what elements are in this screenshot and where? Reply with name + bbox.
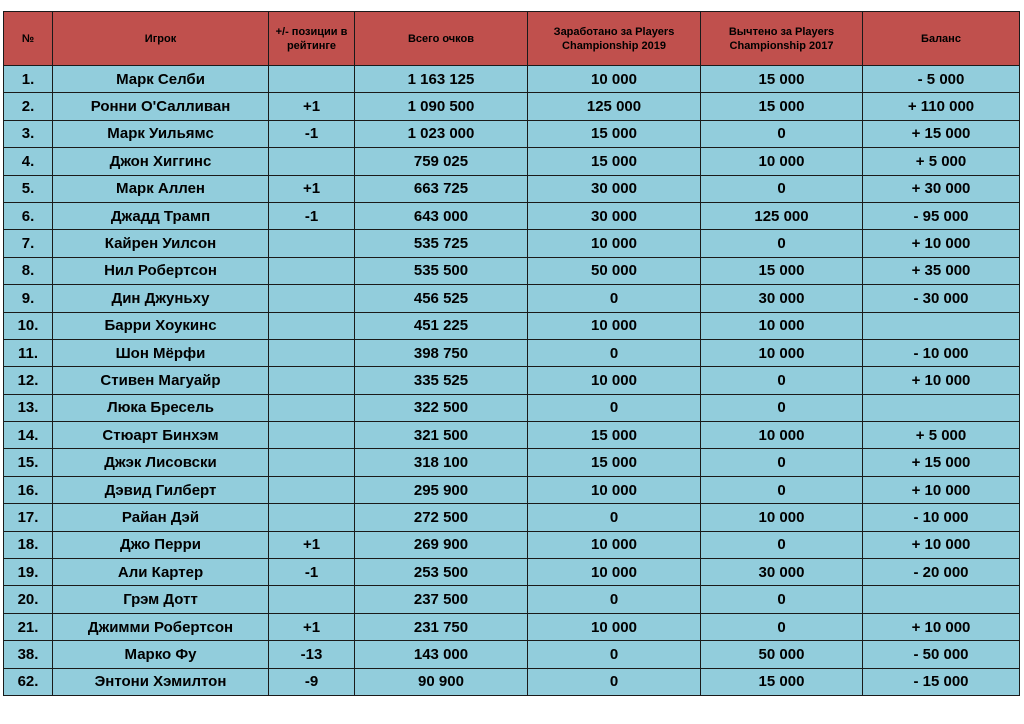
table-row (4, 394, 1020, 421)
table-row (4, 93, 1020, 120)
cell-player: Джимми Робертсон (53, 613, 269, 640)
cell-deducted-2017: 0 (701, 230, 863, 257)
cell-deducted-2017: 0 (701, 120, 863, 147)
header-total-points: Всего очков (355, 12, 528, 66)
cell-total-points: 322 500 (355, 394, 528, 421)
cell-deducted-2017: 10 000 (701, 148, 863, 175)
table-row (4, 148, 1020, 175)
cell-player: Нил Робертсон (53, 257, 269, 284)
cell-position-change (269, 367, 355, 394)
cell-earned-2019: 0 (528, 641, 701, 668)
cell-earned-2019: 10 000 (528, 230, 701, 257)
cell-position-change (269, 148, 355, 175)
cell-balance: + 10 000 (863, 613, 1020, 640)
cell-num: 62. (4, 668, 53, 695)
table-row (4, 449, 1020, 476)
cell-deducted-2017: 0 (701, 175, 863, 202)
cell-num: 20. (4, 586, 53, 613)
table-header (4, 12, 1020, 66)
cell-total-points: 451 225 (355, 312, 528, 339)
cell-player: Дин Джуньху (53, 285, 269, 312)
cell-earned-2019: 0 (528, 285, 701, 312)
cell-position-change (269, 394, 355, 421)
cell-balance: + 5 000 (863, 422, 1020, 449)
cell-balance: + 15 000 (863, 449, 1020, 476)
cell-num: 9. (4, 285, 53, 312)
table-row (4, 257, 1020, 284)
cell-balance: - 10 000 (863, 504, 1020, 531)
cell-earned-2019: 50 000 (528, 257, 701, 284)
table-body (4, 66, 1020, 696)
cell-balance (863, 312, 1020, 339)
cell-player: Кайрен Уилсон (53, 230, 269, 257)
cell-position-change (269, 230, 355, 257)
table-row (4, 476, 1020, 503)
cell-total-points: 759 025 (355, 148, 528, 175)
cell-earned-2019: 10 000 (528, 559, 701, 586)
cell-total-points: 321 500 (355, 422, 528, 449)
cell-num: 14. (4, 422, 53, 449)
cell-deducted-2017: 10 000 (701, 339, 863, 366)
cell-player: Джо Перри (53, 531, 269, 558)
table-row (4, 202, 1020, 229)
header-balance: Баланс (863, 12, 1020, 66)
cell-player: Ронни О'Салливан (53, 93, 269, 120)
table-row (4, 422, 1020, 449)
cell-num: 2. (4, 93, 53, 120)
cell-position-change (269, 339, 355, 366)
cell-deducted-2017: 0 (701, 367, 863, 394)
table-row (4, 175, 1020, 202)
cell-total-points: 269 900 (355, 531, 528, 558)
cell-balance: - 15 000 (863, 668, 1020, 695)
cell-total-points: 456 525 (355, 285, 528, 312)
cell-player: Стюарт Бинхэм (53, 422, 269, 449)
cell-position-change: +1 (269, 175, 355, 202)
cell-total-points: 1 090 500 (355, 93, 528, 120)
cell-position-change: +1 (269, 93, 355, 120)
cell-num: 13. (4, 394, 53, 421)
cell-num: 17. (4, 504, 53, 531)
cell-total-points: 90 900 (355, 668, 528, 695)
cell-balance: + 10 000 (863, 230, 1020, 257)
cell-num: 5. (4, 175, 53, 202)
cell-earned-2019: 0 (528, 586, 701, 613)
cell-total-points: 143 000 (355, 641, 528, 668)
cell-num: 18. (4, 531, 53, 558)
header-num: № (4, 12, 53, 66)
cell-deducted-2017: 15 000 (701, 668, 863, 695)
cell-num: 8. (4, 257, 53, 284)
table-row (4, 66, 1020, 93)
cell-earned-2019: 0 (528, 504, 701, 531)
cell-position-change (269, 586, 355, 613)
cell-num: 6. (4, 202, 53, 229)
table-row (4, 504, 1020, 531)
table-row (4, 641, 1020, 668)
cell-balance: + 110 000 (863, 93, 1020, 120)
cell-deducted-2017: 10 000 (701, 504, 863, 531)
cell-deducted-2017: 30 000 (701, 559, 863, 586)
cell-balance (863, 394, 1020, 421)
header-position-change: +/- позиции в рейтинге (269, 12, 355, 66)
cell-player: Стивен Магуайр (53, 367, 269, 394)
cell-position-change (269, 476, 355, 503)
cell-earned-2019: 125 000 (528, 93, 701, 120)
cell-earned-2019: 10 000 (528, 613, 701, 640)
cell-player: Райан Дэй (53, 504, 269, 531)
cell-total-points: 1 023 000 (355, 120, 528, 147)
cell-num: 7. (4, 230, 53, 257)
table-row (4, 668, 1020, 695)
cell-num: 10. (4, 312, 53, 339)
cell-balance: + 10 000 (863, 476, 1020, 503)
cell-balance: + 10 000 (863, 531, 1020, 558)
cell-balance: - 10 000 (863, 339, 1020, 366)
cell-total-points: 318 100 (355, 449, 528, 476)
cell-earned-2019: 15 000 (528, 148, 701, 175)
table-row (4, 120, 1020, 147)
cell-num: 11. (4, 339, 53, 366)
cell-num: 19. (4, 559, 53, 586)
cell-position-change: -9 (269, 668, 355, 695)
cell-earned-2019: 10 000 (528, 367, 701, 394)
cell-position-change (269, 285, 355, 312)
cell-position-change: -13 (269, 641, 355, 668)
cell-earned-2019: 15 000 (528, 449, 701, 476)
cell-player: Марко Фу (53, 641, 269, 668)
cell-earned-2019: 10 000 (528, 476, 701, 503)
cell-deducted-2017: 15 000 (701, 66, 863, 93)
cell-earned-2019: 30 000 (528, 175, 701, 202)
cell-player: Джэк Лисовски (53, 449, 269, 476)
table-row (4, 586, 1020, 613)
table-row (4, 312, 1020, 339)
cell-player: Дэвид Гилберт (53, 476, 269, 503)
cell-total-points: 1 163 125 (355, 66, 528, 93)
cell-total-points: 535 500 (355, 257, 528, 284)
cell-balance: + 35 000 (863, 257, 1020, 284)
cell-num: 15. (4, 449, 53, 476)
table-row (4, 559, 1020, 586)
cell-earned-2019: 0 (528, 668, 701, 695)
cell-deducted-2017: 0 (701, 394, 863, 421)
cell-position-change: -1 (269, 120, 355, 147)
table-row (4, 285, 1020, 312)
cell-num: 3. (4, 120, 53, 147)
cell-total-points: 643 000 (355, 202, 528, 229)
cell-balance: + 5 000 (863, 148, 1020, 175)
cell-earned-2019: 10 000 (528, 66, 701, 93)
cell-earned-2019: 0 (528, 394, 701, 421)
cell-position-change: +1 (269, 531, 355, 558)
cell-deducted-2017: 125 000 (701, 202, 863, 229)
cell-total-points: 335 525 (355, 367, 528, 394)
cell-earned-2019: 30 000 (528, 202, 701, 229)
cell-earned-2019: 0 (528, 339, 701, 366)
header-player: Игрок (53, 12, 269, 66)
cell-earned-2019: 10 000 (528, 312, 701, 339)
cell-total-points: 272 500 (355, 504, 528, 531)
cell-deducted-2017: 0 (701, 476, 863, 503)
cell-total-points: 535 725 (355, 230, 528, 257)
cell-deducted-2017: 30 000 (701, 285, 863, 312)
cell-earned-2019: 15 000 (528, 422, 701, 449)
cell-deducted-2017: 0 (701, 613, 863, 640)
cell-player: Люка Бресель (53, 394, 269, 421)
table-row (4, 613, 1020, 640)
cell-deducted-2017: 0 (701, 531, 863, 558)
cell-player: Марк Селби (53, 66, 269, 93)
cell-total-points: 663 725 (355, 175, 528, 202)
cell-player: Энтони Хэмилтон (53, 668, 269, 695)
cell-player: Али Картер (53, 559, 269, 586)
cell-deducted-2017: 10 000 (701, 312, 863, 339)
cell-player: Марк Уильямс (53, 120, 269, 147)
cell-position-change (269, 312, 355, 339)
cell-balance: + 10 000 (863, 367, 1020, 394)
cell-total-points: 253 500 (355, 559, 528, 586)
cell-balance: - 5 000 (863, 66, 1020, 93)
cell-num: 12. (4, 367, 53, 394)
header-earned-2019: Заработано за Players Championship 2019 (528, 12, 701, 66)
cell-balance: - 50 000 (863, 641, 1020, 668)
cell-position-change (269, 66, 355, 93)
cell-position-change: -1 (269, 559, 355, 586)
cell-deducted-2017: 10 000 (701, 422, 863, 449)
cell-deducted-2017: 15 000 (701, 257, 863, 284)
cell-total-points: 237 500 (355, 586, 528, 613)
cell-deducted-2017: 0 (701, 586, 863, 613)
cell-num: 16. (4, 476, 53, 503)
table-row (4, 367, 1020, 394)
cell-num: 38. (4, 641, 53, 668)
table-row (4, 230, 1020, 257)
cell-position-change (269, 257, 355, 284)
cell-num: 4. (4, 148, 53, 175)
cell-total-points: 231 750 (355, 613, 528, 640)
cell-player: Джадд Трамп (53, 202, 269, 229)
cell-deducted-2017: 50 000 (701, 641, 863, 668)
cell-player: Грэм Дотт (53, 586, 269, 613)
cell-num: 1. (4, 66, 53, 93)
cell-earned-2019: 15 000 (528, 120, 701, 147)
header-row (4, 12, 1020, 66)
cell-balance: + 15 000 (863, 120, 1020, 147)
table-row (4, 531, 1020, 558)
cell-position-change (269, 422, 355, 449)
cell-player: Марк Аллен (53, 175, 269, 202)
cell-player: Шон Мёрфи (53, 339, 269, 366)
cell-position-change (269, 504, 355, 531)
cell-player: Джон Хиггинс (53, 148, 269, 175)
cell-total-points: 398 750 (355, 339, 528, 366)
cell-deducted-2017: 0 (701, 449, 863, 476)
cell-deducted-2017: 15 000 (701, 93, 863, 120)
cell-total-points: 295 900 (355, 476, 528, 503)
cell-balance: - 95 000 (863, 202, 1020, 229)
cell-balance (863, 586, 1020, 613)
cell-position-change: -1 (269, 202, 355, 229)
cell-num: 21. (4, 613, 53, 640)
cell-player: Барри Хоукинс (53, 312, 269, 339)
cell-balance: - 30 000 (863, 285, 1020, 312)
cell-earned-2019: 10 000 (528, 531, 701, 558)
header-deducted-2017: Вычтено за Players Championship 2017 (701, 12, 863, 66)
table-row (4, 339, 1020, 366)
cell-position-change: +1 (269, 613, 355, 640)
ranking-table (3, 11, 1020, 696)
cell-position-change (269, 449, 355, 476)
cell-balance: - 20 000 (863, 559, 1020, 586)
cell-balance: + 30 000 (863, 175, 1020, 202)
